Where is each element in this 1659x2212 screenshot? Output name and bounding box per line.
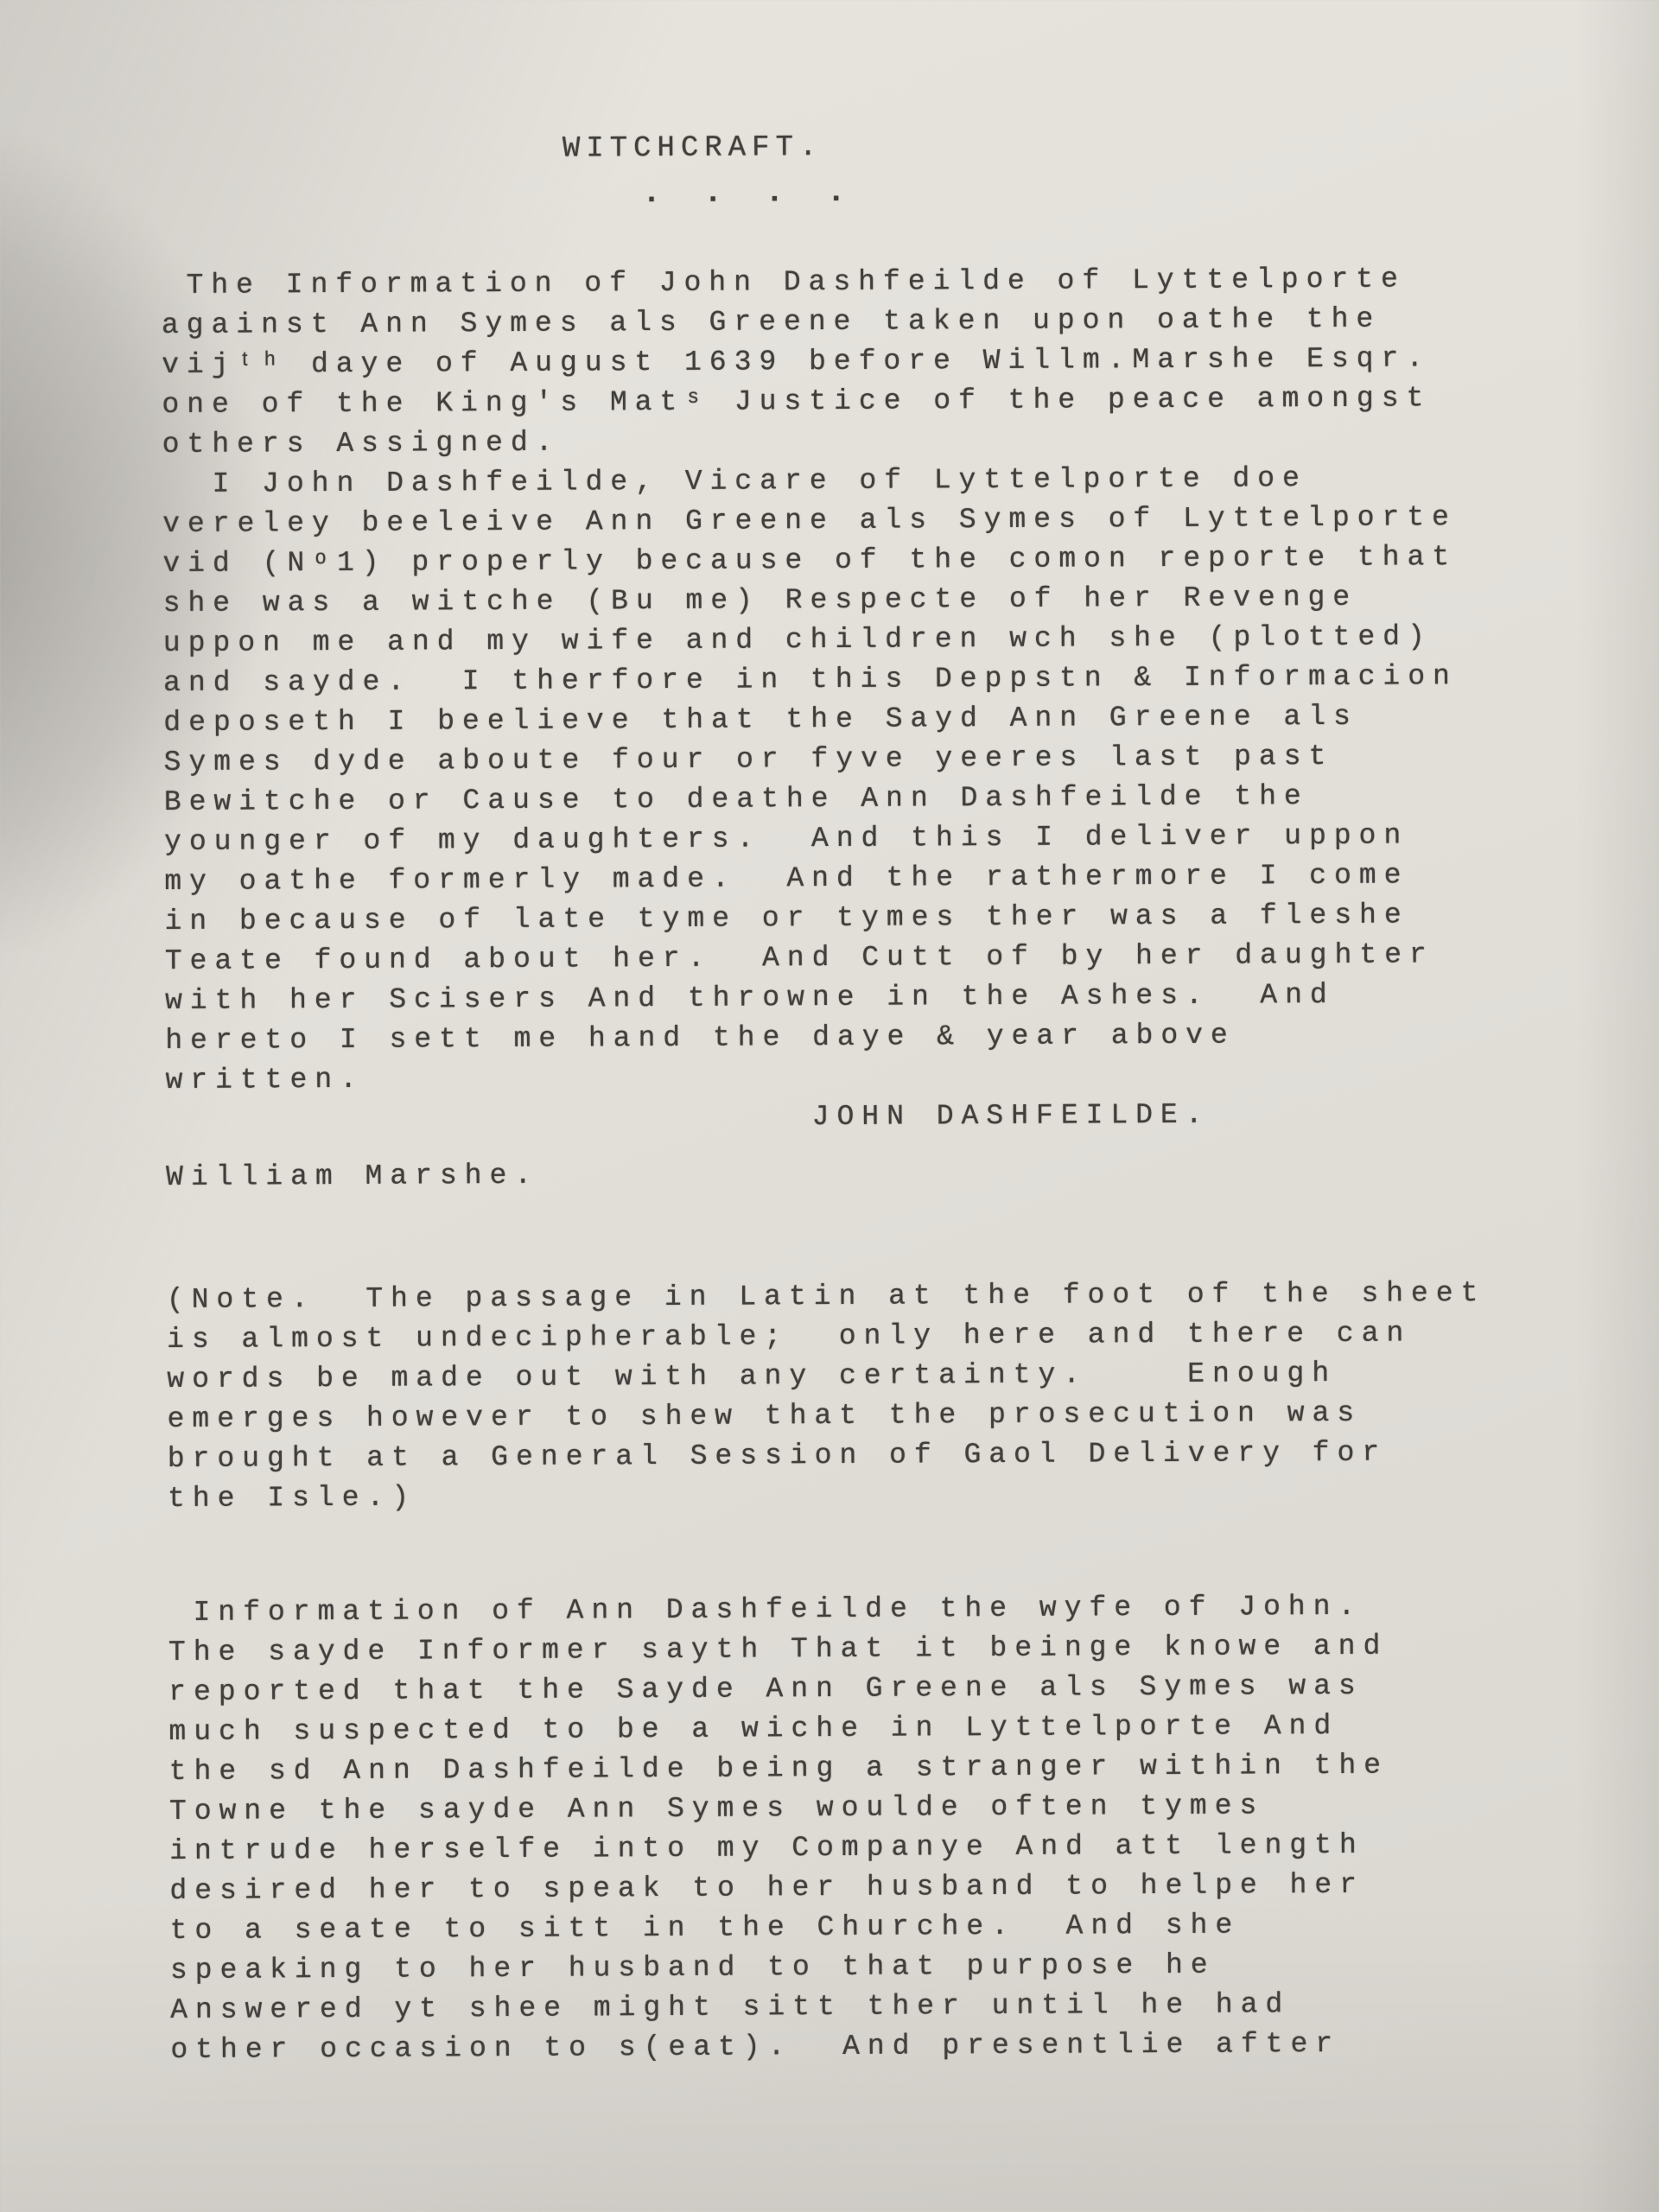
text-line: speaking to her husband to that purpose he xyxy=(169,1948,1216,1987)
text-line: written. xyxy=(165,1063,365,1097)
text-line: uppon me and my wife and children wch she (plotted) xyxy=(162,620,1433,660)
text-line: desired her to speak to her husband to helpe her xyxy=(169,1868,1365,1908)
text-line: deposeth I beelieve that the Sayd Ann Greene als xyxy=(163,700,1359,740)
text-line: is almost undecipherable; only here and there can xyxy=(167,1317,1412,1357)
text-line: Symes dyde aboute four or fyve yeeres last past xyxy=(163,740,1334,779)
text-line: my oathe formerly made. And the rathermore I come xyxy=(164,859,1409,899)
separator-dots: . . . . xyxy=(642,174,858,212)
text-line: (Note. The passage in Latin at the foot of the sheet xyxy=(166,1277,1486,1317)
text-line: hereto I sett me hand the daye & year above xyxy=(165,1019,1236,1058)
text-line: others Assigned. xyxy=(162,426,561,461)
text-line: Towne the sayde Ann Symes woulde often tymes xyxy=(168,1789,1265,1828)
text-line: against Ann Symes als Greene taken upon oathe the xyxy=(161,302,1382,342)
text-line: in because of late tyme or tymes ther was a fleshe xyxy=(164,899,1409,938)
text-line: The sayde Informer sayth That it beinge knowe and xyxy=(168,1630,1389,1669)
text-line: Information of Ann Dashfeilde the wyfe of John. xyxy=(168,1590,1363,1630)
text-line: Bewitche or Cause to deathe Ann Dashfeilde the xyxy=(163,780,1309,819)
signature-william-marshe: William Marshe. xyxy=(166,1159,540,1194)
text-line: reported that the Sayde Ann Greene als Symes was xyxy=(168,1669,1363,1709)
text-line: one of the King's Matˢ Justice of the peace amongst xyxy=(162,382,1432,422)
paragraph-john-deposition xyxy=(3,457,1659,1102)
paragraph-information-heading xyxy=(2,258,1659,466)
text-line: she was a witche (Bu me) Respecte of her Revenge xyxy=(162,581,1358,620)
text-line: to a seate to sitt in the Churche. And she xyxy=(169,1909,1241,1948)
text-line: other occasion to s(eat). And presentlie after xyxy=(170,2027,1341,2067)
text-line: the Isle.) xyxy=(167,1481,417,1516)
paragraph-ann-deposition xyxy=(9,1586,1659,2071)
text-line: Answered yt shee might sitt ther until he had xyxy=(170,1988,1291,2027)
text-line: The Information of John Dashfeilde of Lyttelporte xyxy=(161,263,1406,302)
text-line: vereley beeleive Ann Greene als Symes of Lyttelporte xyxy=(162,501,1458,541)
text-line: intrude herselfe into my Companye And att length xyxy=(169,1828,1364,1868)
document-title: WITCHCRAFT. xyxy=(562,131,823,166)
text-line: much suspected to be a wiche in Lyttelporte And xyxy=(168,1709,1339,1749)
text-line: emerges however to shew that the prosecution was xyxy=(167,1396,1363,1436)
text-line: brought at a General Session of Gaol Delivery for xyxy=(167,1436,1388,1476)
text-line: vid (Nᵒ1) properly because of the comon reporte that xyxy=(162,541,1458,581)
text-line: and sayde. I therfore in this Deppstn & Informacion xyxy=(163,660,1458,700)
text-line: I John Dashfeilde, Vicare of Lyttelporte doe xyxy=(162,462,1307,501)
text-line: the sd Ann Dashfeilde being a stranger within the xyxy=(168,1749,1389,1789)
text-line: Teate found about her. And Cutt of by her daughter xyxy=(164,938,1434,978)
text-line: younger of my daughters. And this I deliver uppon xyxy=(163,819,1409,859)
signature-john-dashfeilde: JOHN DASHFEILDE. xyxy=(811,1098,1211,1134)
text-line: words be made out with any certainty. Enough xyxy=(167,1357,1338,1396)
text-line: with her Scisers And throwne in the Ashes. And xyxy=(164,978,1335,1018)
text-line: vijᵗʰ daye of August 1639 before Willm.Marshe Esqr. xyxy=(162,342,1432,382)
paragraph-editorial-note xyxy=(7,1273,1659,1520)
